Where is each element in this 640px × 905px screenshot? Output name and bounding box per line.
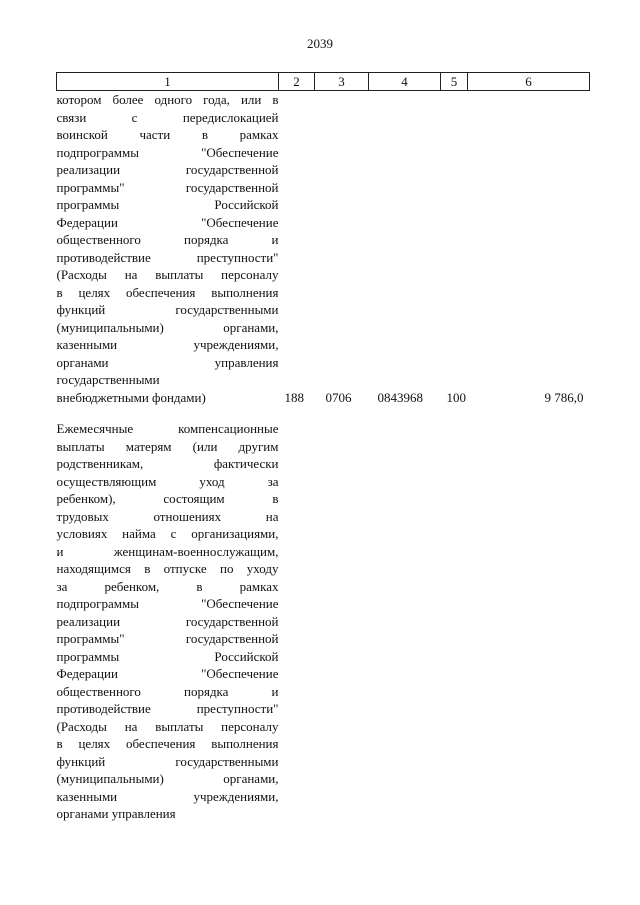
description-line: в целях обеспечения выполнения — [56, 284, 279, 300]
description-line: условиях найма с организациями, — [56, 526, 279, 541]
description-line: противодействие преступности" — [56, 701, 279, 716]
budget-table — [56, 72, 590, 823]
description-line: связи с передислокацией — [56, 109, 279, 125]
description-line: Федерации "Обеспечение — [56, 666, 279, 681]
description-line: программы Российской — [56, 197, 279, 212]
description-line: общественного порядка и — [56, 683, 279, 699]
header-col-5: 5 — [441, 73, 468, 91]
table-header-row — [57, 73, 590, 91]
description-line: функций государственными — [56, 753, 279, 769]
description-line: казенными учреждениями, — [56, 788, 279, 804]
description-line: внебюджетными фондами) — [56, 389, 206, 405]
description-line: органами управления — [56, 806, 176, 821]
header-col-1: 1 — [57, 73, 279, 91]
description-line: функций государственными — [56, 302, 279, 317]
description-line: противодействие преступности" — [56, 249, 279, 265]
row-col6 — [468, 420, 590, 823]
description-line: котором более одного года, или в — [56, 92, 279, 107]
row-col4: 0843968 — [377, 389, 423, 405]
description-line: ребенком), состоящим в — [56, 491, 279, 506]
description-line: (Расходы на выплаты персоналу — [56, 718, 279, 734]
table-row — [57, 91, 590, 407]
description-line: реализации государственной — [56, 613, 279, 629]
row-spacer — [57, 406, 590, 420]
header-col-2: 2 — [279, 73, 315, 91]
row-description — [57, 420, 279, 823]
page-number: 2039 — [307, 36, 333, 51]
header-col-3: 3 — [315, 73, 369, 91]
description-line: подпрограммы "Обеспечение — [56, 596, 279, 611]
row-col2 — [279, 420, 315, 823]
description-line: в целях обеспечения выполнения — [56, 736, 279, 751]
header-col-6: 6 — [468, 73, 590, 91]
row-col3 — [315, 420, 369, 823]
description-line: (муниципальными) органами, — [56, 319, 279, 335]
row-col4 — [369, 420, 441, 823]
row-col3: 0706 — [325, 389, 352, 405]
description-line: реализации государственной — [56, 162, 279, 177]
description-line: за ребенком, в рамках — [56, 578, 279, 594]
description-line: программы" государственной — [56, 631, 279, 646]
description-line: органами управления — [56, 354, 279, 370]
description-line: воинской части в рамках — [56, 127, 279, 142]
row-col2: 188 — [284, 389, 304, 405]
header-col-4: 4 — [369, 73, 441, 91]
description-line: Федерации "Обеспечение — [56, 214, 279, 230]
description-line: государственными — [56, 372, 160, 387]
description-line: родственникам, фактически — [56, 456, 279, 471]
description-line: программы" государственной — [56, 179, 279, 195]
row-col6: 9 786,0 — [544, 389, 584, 405]
description-line: трудовых отношениях на — [56, 508, 279, 524]
row-description — [57, 91, 279, 407]
description-line: (муниципальными) органами, — [56, 771, 279, 786]
description-line: общественного порядка и — [56, 232, 279, 247]
description-line: находящимся в отпуске по уходу — [56, 561, 279, 576]
table-row — [57, 420, 590, 823]
row-col5 — [441, 420, 468, 823]
description-line: программы Российской — [56, 648, 279, 664]
description-line: выплаты матерям (или другим — [56, 438, 279, 454]
description-line: казенными учреждениями, — [56, 337, 279, 352]
description-line: осуществляющим уход за — [56, 473, 279, 489]
description-line: и женщинам-военнослужащим, — [56, 543, 279, 559]
description-line: подпрограммы "Обеспечение — [56, 144, 279, 160]
description-line: (Расходы на выплаты персоналу — [56, 267, 279, 282]
row-col5: 100 — [446, 389, 466, 405]
description-line: Ежемесячные компенсационные — [56, 421, 279, 436]
